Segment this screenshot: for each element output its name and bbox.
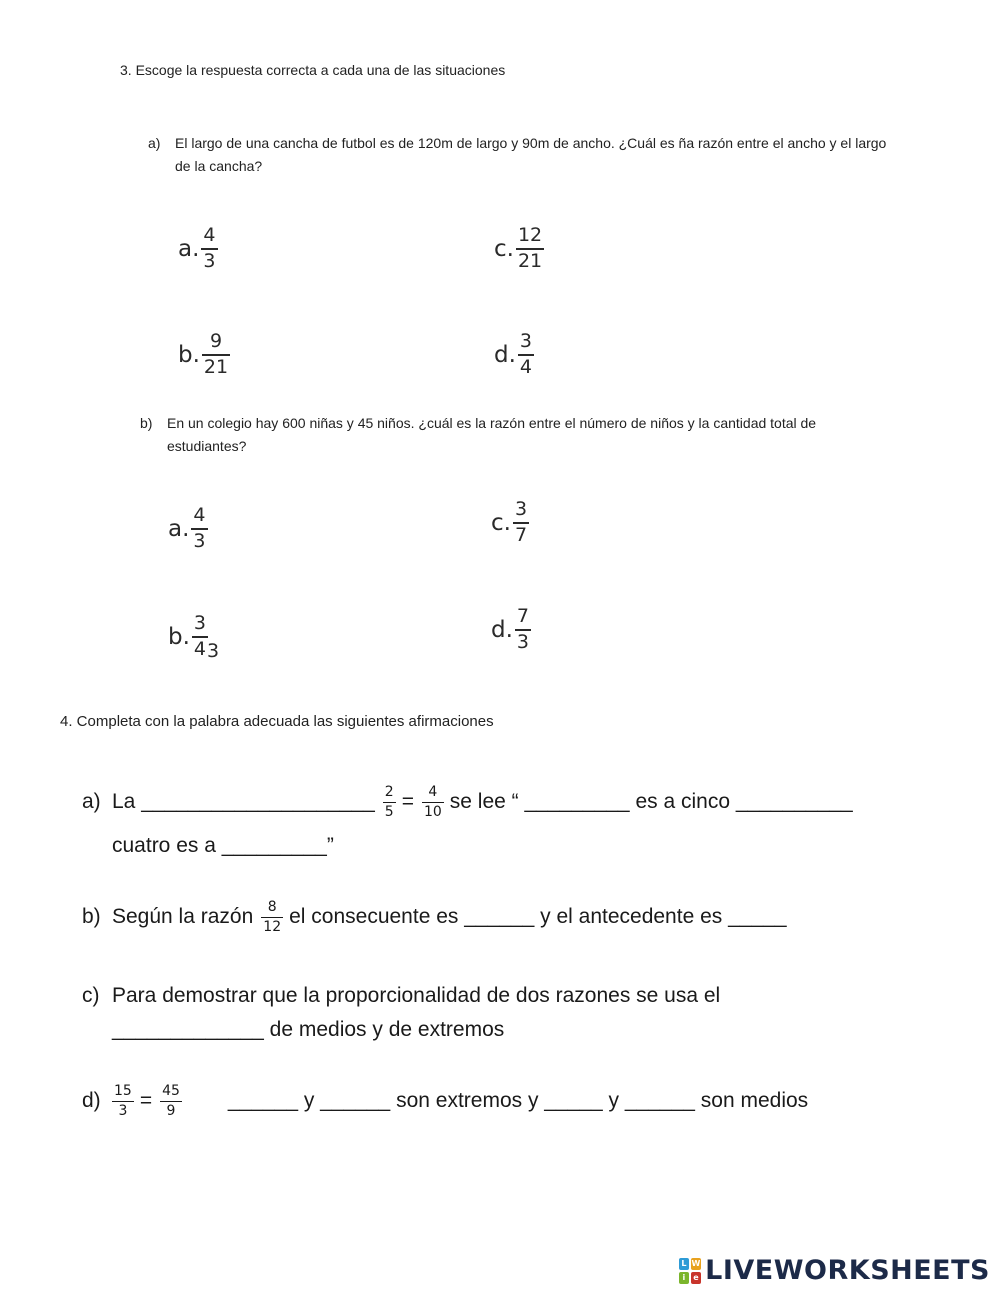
equals-sign: = — [139, 1089, 153, 1113]
statement-a-line2[interactable]: cuatro es a _________” — [112, 834, 334, 857]
situation-a-text-cont: de la cancha? — [175, 158, 263, 174]
equals-sign: = — [401, 790, 414, 814]
blank-b[interactable]: el consecuente es ______ y el antecedente es _____ — [289, 905, 787, 929]
option-letter: d. — [491, 616, 513, 643]
statement-b-label: b) — [82, 905, 101, 929]
statement-d — [82, 1084, 808, 1118]
option-a-a[interactable] — [178, 226, 218, 272]
option-a-b[interactable] — [178, 332, 230, 378]
option-b-d[interactable] — [491, 607, 531, 653]
fraction-8-12: $\frac{8}{12}$ — [263, 899, 282, 935]
option-letter: b. — [178, 341, 200, 368]
statement-c — [82, 984, 720, 1008]
option-fraction: $\frac{4}{3}$ — [203, 224, 216, 272]
option-a-d[interactable] — [494, 332, 534, 378]
option-fraction: $\frac{9}{21}$ — [203, 330, 229, 378]
logo-text: LIVEWORKSHEETS — [705, 1255, 990, 1286]
option-letter: b. — [168, 623, 190, 650]
logo-icon: L W i e — [679, 1258, 701, 1284]
statement-c-text: Para demostrar que la proporcionalidad de dos razones se usa el — [112, 984, 721, 1007]
statement-c-label: c) — [82, 984, 100, 1007]
statement-a — [82, 785, 853, 819]
option-letter: c. — [491, 509, 511, 536]
option-b-b[interactable] — [168, 614, 219, 660]
option-fraction: $\frac{7}{3}$ — [516, 605, 530, 653]
fraction-15-3: $\frac{15}{3}$ — [114, 1083, 132, 1119]
question-3-title: 3. Escoge la respuesta correcta a cada una de las situaciones — [120, 62, 506, 78]
option-letter: d. — [494, 341, 516, 368]
option-fraction: $\frac{4}{3}$ — [193, 504, 206, 552]
option-fraction: $\frac{3}{7}$ — [514, 498, 528, 546]
situation-b-text-cont: estudiantes? — [167, 438, 247, 454]
blank-a1[interactable]: La ____________________ — [112, 790, 375, 814]
option-letter: a. — [178, 235, 200, 262]
question-4-title: 4. Completa con la palabra adecuada las siguientes afirmaciones — [60, 713, 494, 730]
option-fraction: $\frac{12}{21}$ — [517, 224, 543, 272]
statement-b-text: Según la razón — [112, 905, 254, 929]
statement-b — [82, 900, 787, 934]
statement-d-label: d) — [82, 1089, 101, 1113]
option-fraction: $\frac{3}{4}$ — [519, 330, 533, 378]
option-letter: a. — [168, 515, 190, 542]
option-letter: c. — [494, 235, 514, 262]
situation-b-text: En un colegio hay 600 niñas y 45 niños. ¿cuál es la razón entre el número de niños y la cantidad total de — [167, 415, 817, 431]
situation-a-text: El largo de una cancha de futbol es de 120m de largo y 90m de ancho. ¿Cuál es ña razón entre el ancho y el largo — [175, 135, 887, 151]
liveworksheets-logo — [679, 1255, 990, 1286]
option-fraction: $\frac{3}{4}$ — [193, 612, 207, 660]
fraction-4-10: $\frac{4}{10}$ — [423, 784, 442, 820]
fraction-2-5: $\frac{2}{5}$ — [384, 784, 394, 820]
situation-a — [148, 132, 978, 178]
option-extra-digit: 3 — [207, 639, 220, 662]
blank-a2[interactable]: se lee “ _________ es a cinco __________ — [449, 790, 853, 814]
situation-b-label: b) — [140, 415, 153, 431]
option-b-a[interactable] — [168, 506, 208, 552]
situation-a-label: a) — [148, 135, 161, 151]
situation-b — [140, 412, 930, 458]
blank-d[interactable]: ______ y ______ son extremos y _____ y ______ son medios — [227, 1089, 809, 1113]
fraction-45-9: $\frac{45}{9}$ — [162, 1083, 180, 1119]
option-a-c[interactable] — [494, 226, 544, 272]
option-b-c[interactable] — [491, 500, 529, 546]
statement-a-label: a) — [82, 790, 101, 814]
blank-c[interactable]: _____________ de medios y de extremos — [112, 1018, 505, 1041]
